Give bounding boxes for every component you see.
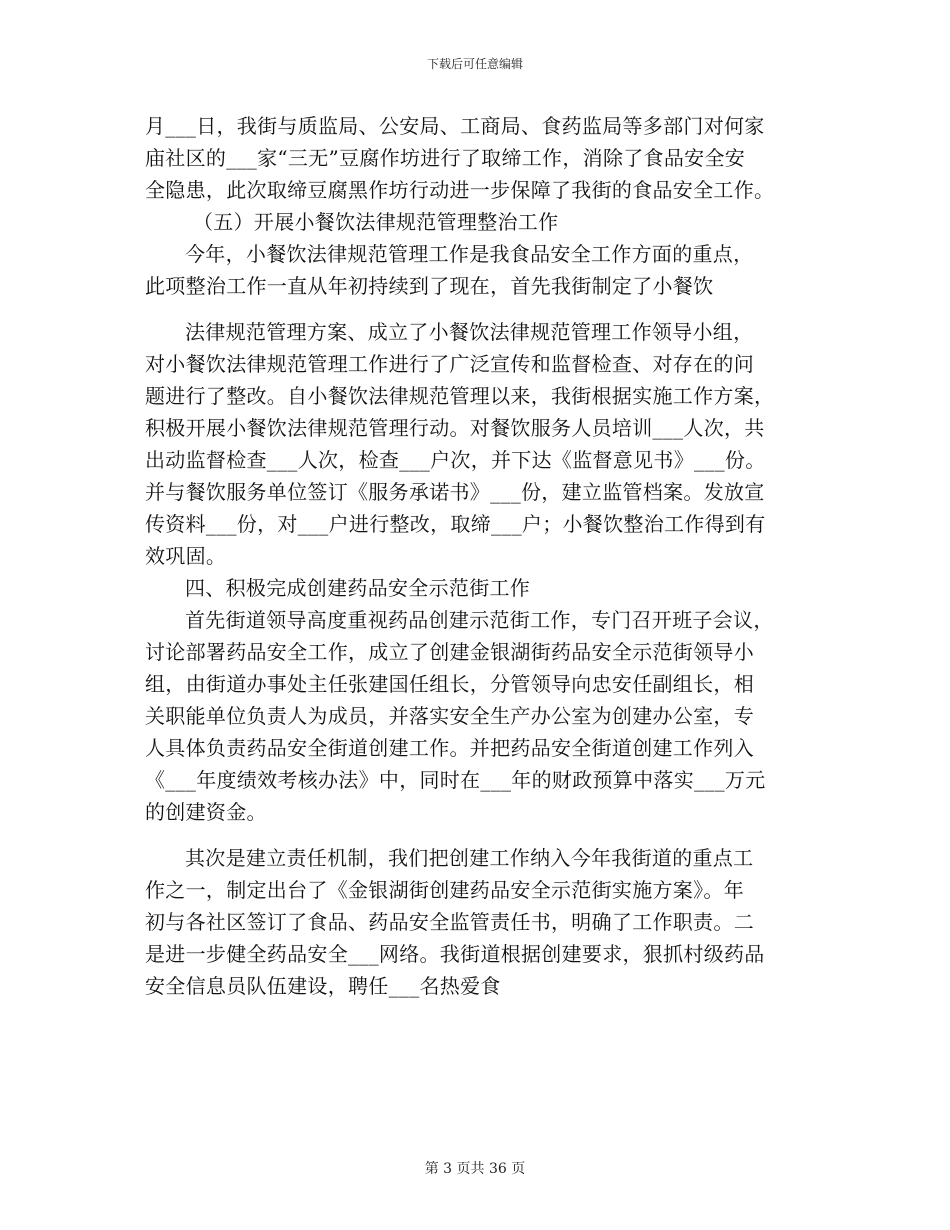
text-line: 并与餐饮服务单位签订《服务承诺书》___份，建立监管档案。发放宣 [145,480,765,504]
text-line: 对小餐饮法律规范管理工作进行了广泛宣传和监督检查、对存在的问 [145,352,754,376]
text-line: 《___年度绩效考核办法》中，同时在___年的财政预算中落实___万元 [145,768,766,792]
section-heading: 四、积极完成创建药品安全示范街工作 [185,576,531,600]
text-line: 庙社区的___家“三无”豆腐作坊进行了取缔工作，消除了食品安全安 [145,146,746,170]
text-line: 讨论部署药品安全工作，成立了创建金银湖街药品安全示范街领导小 [145,640,754,664]
text-line: 初与各社区签订了食品、药品安全监管责任书，明确了工作职责。二 [145,910,754,934]
page-header: 下载后可任意编辑 [426,57,523,71]
text-line: 的创建资金。 [145,800,267,824]
text-line: 效巩固。 [145,544,227,568]
section-heading: （五）开展小餐饮法律规范管理整治工作 [193,210,559,234]
text-line: 安全信息员队伍建设，聘任___名热爱食 [145,974,501,998]
text-line: 其次是建立责任机制，我们把创建工作纳入今年我街道的重点工 [185,846,754,870]
text-line: 作之一，制定出台了《金银湖街创建药品安全示范街实施方案》。年 [145,878,744,902]
text-line: 首先街道领导高度重视药品创建示范街工作，专门召开班子会议， [185,608,774,632]
text-line: 出动监督检查___人次，检查___户次，并下达《监督意见书》___份。 [145,448,766,472]
text-line: 传资料___份，对___户进行整改，取缔___户；小餐饮整治工作得到有 [145,512,766,536]
text-line: 月___日，我街与质监局、公安局、工商局、食药监局等多部门对何家 [145,114,765,138]
text-line: 积极开展小餐饮法律规范管理行动。对餐饮服务人员培训___人次，共 [145,416,765,440]
text-line: 全隐患，此次取缔豆腐黑作坊行动进一步保障了我街的食品安全工作。 [145,178,775,202]
page-footer: 第 3 页共 36 页 [424,1161,526,1177]
text-line: 组，由街道办事处主任张建国任组长，分管领导向忠安任副组长，相 [145,672,754,696]
text-line: 法律规范管理方案、成立了小餐饮法律规范管理工作领导小组， [185,320,754,344]
text-line: 人具体负责药品安全街道创建工作。并把药品安全街道创建工作列入 [145,736,754,760]
text-line: 题进行了整改。自小餐饮法律规范管理以来，我街根据实施工作方案， [145,384,775,408]
text-line: 是进一步健全药品安全___网络。我街道根据创建要求，狠抓村级药品 [145,942,765,966]
text-line: 今年，小餐饮法律规范管理工作是我食品安全工作方面的重点， [185,242,754,266]
document-body [145,110,810,1002]
text-line: 此项整治工作一直从年初持续到了现在，首先我街制定了小餐饮 [145,274,714,298]
text-line: 关职能单位负责人为成员，并落实安全生产办公室为创建办公室，专 [145,704,754,728]
